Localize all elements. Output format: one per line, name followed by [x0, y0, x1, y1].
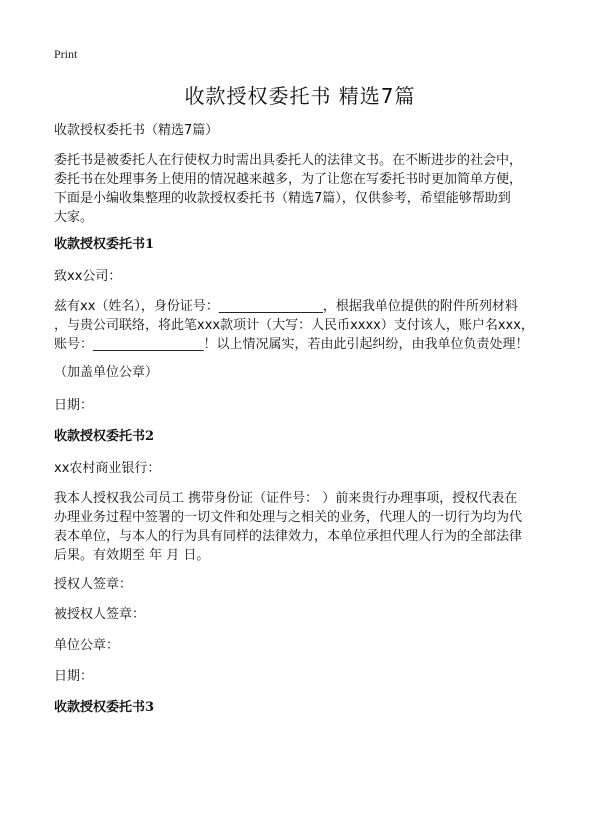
section-2-authorized: 被授权人签章： [54, 607, 146, 622]
section-2-body-2: 办理业务过程中签署的一切文件和处理与之相关的业务，代理人的一切行为均为代 [54, 510, 523, 525]
section-3-heading: 收款授权委托书3 [54, 700, 155, 715]
section-2-body-3: 表本单位，与本人的行为具有同样的法律效力，本单位承担代理人行为的全部法律 [54, 529, 523, 544]
intro-line-4: 大家。 [54, 210, 94, 225]
section-2-heading: 收款授权委托书2 [54, 429, 155, 444]
page-title: 收款授权委托书 精选7篇 [184, 84, 416, 108]
section-1-seal: （加盖单位公章） [54, 365, 159, 380]
intro-line-2: 委托书在处理事务上使用的情况越来越多，为了让您在写委托书时更加简单方便， [54, 172, 523, 187]
section-2-body-1: 我本人授权我公司员工 携带身份证（证件号： ）前来贵行办理事项，授权代表在 [54, 491, 518, 506]
section-2-recipient: xx农村商业银行： [54, 461, 161, 476]
subtitle: 收款授权委托书（精选7篇） [54, 123, 219, 138]
section-2-date: 日期： [54, 669, 94, 684]
intro-line-3: 下面是小编收集整理的收款授权委托书（精选7篇），仅供参考，希望能够帮助到 [54, 191, 511, 206]
section-1-body-1: 兹有xx（姓名），身份证号：________________，根据我单位提供的附件所列材料 [54, 299, 518, 314]
section-1-recipient: 致xx公司： [54, 269, 122, 284]
section-1-date: 日期： [54, 398, 94, 413]
section-1-body-2: ，与贵公司联络，将此笔xxx款项计（大写：人民币xxxx）支付该人，账户名xxx， [54, 318, 534, 333]
section-1-heading: 收款授权委托书1 [54, 237, 155, 252]
print-label[interactable]: Print [54, 47, 78, 61]
section-2-unit-seal: 单位公章： [54, 638, 120, 653]
section-2-authorizer: 授权人签章： [54, 577, 133, 592]
section-2-body-4: 后果。有效期至 年 月 日。 [54, 548, 210, 563]
section-1-body-3: 账号：_________________！以上情况属实，若由此引起纠纷，由我单位负责处理！ [54, 337, 529, 352]
intro-line-1: 委托书是被委托人在行使权力时需出具委托人的法律文书。在不断进步的社会中， [54, 153, 523, 168]
